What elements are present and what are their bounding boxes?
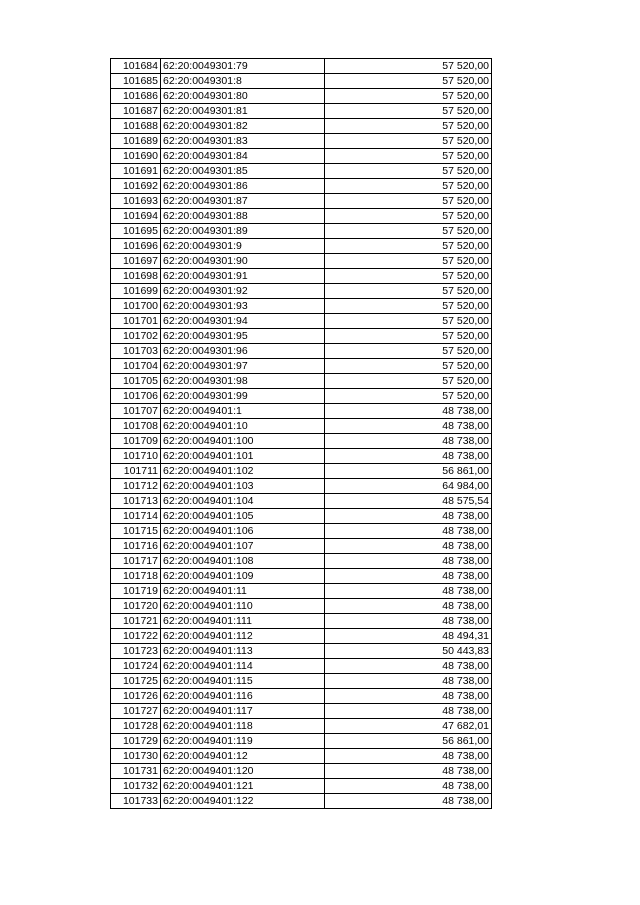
row-number-cell: 101709 xyxy=(111,434,161,449)
row-number-cell: 101719 xyxy=(111,584,161,599)
cadastral-value-cell: 48 738,00 xyxy=(325,524,492,539)
table-row xyxy=(111,344,492,359)
table-row xyxy=(111,374,492,389)
row-number-cell: 101726 xyxy=(111,689,161,704)
row-number-cell: 101714 xyxy=(111,509,161,524)
row-number-cell: 101699 xyxy=(111,284,161,299)
table-row xyxy=(111,659,492,674)
cadastral-number-cell: 62:20:0049301:87 xyxy=(161,194,325,209)
table-row xyxy=(111,134,492,149)
cadastral-number-cell: 62:20:0049401:117 xyxy=(161,704,325,719)
table-row xyxy=(111,164,492,179)
cadastral-value-cell: 48 738,00 xyxy=(325,704,492,719)
row-number-cell: 101698 xyxy=(111,269,161,284)
table-row xyxy=(111,749,492,764)
table-row xyxy=(111,179,492,194)
cadastral-number-cell: 62:20:0049401:102 xyxy=(161,464,325,479)
cadastral-value-cell: 57 520,00 xyxy=(325,59,492,74)
cadastral-number-cell: 62:20:0049401:109 xyxy=(161,569,325,584)
cadastral-value-cell: 48 738,00 xyxy=(325,449,492,464)
cadastral-number-cell: 62:20:0049301:93 xyxy=(161,299,325,314)
table-row xyxy=(111,89,492,104)
table-row xyxy=(111,719,492,734)
cadastral-number-cell: 62:20:0049401:101 xyxy=(161,449,325,464)
table-row xyxy=(111,359,492,374)
table-row xyxy=(111,554,492,569)
cadastral-number-cell: 62:20:0049301:91 xyxy=(161,269,325,284)
row-number-cell: 101694 xyxy=(111,209,161,224)
cadastral-value-cell: 48 738,00 xyxy=(325,764,492,779)
cadastral-value-cell: 57 520,00 xyxy=(325,374,492,389)
row-number-cell: 101720 xyxy=(111,599,161,614)
cadastral-number-cell: 62:20:0049301:79 xyxy=(161,59,325,74)
row-number-cell: 101710 xyxy=(111,449,161,464)
cadastral-number-cell: 62:20:0049401:115 xyxy=(161,674,325,689)
cadastral-number-cell: 62:20:0049401:11 xyxy=(161,584,325,599)
cadastral-number-cell: 62:20:0049301:94 xyxy=(161,314,325,329)
cadastral-value-cell: 57 520,00 xyxy=(325,254,492,269)
cadastral-number-cell: 62:20:0049301:88 xyxy=(161,209,325,224)
table-row xyxy=(111,794,492,809)
row-number-cell: 101727 xyxy=(111,704,161,719)
cadastral-number-cell: 62:20:0049401:107 xyxy=(161,539,325,554)
cadastral-number-cell: 62:20:0049401:1 xyxy=(161,404,325,419)
cadastral-number-cell: 62:20:0049301:90 xyxy=(161,254,325,269)
cadastral-value-cell: 48 738,00 xyxy=(325,599,492,614)
cadastral-number-cell: 62:20:0049401:10 xyxy=(161,419,325,434)
cadastral-value-cell: 47 682,01 xyxy=(325,719,492,734)
row-number-cell: 101695 xyxy=(111,224,161,239)
table-row xyxy=(111,764,492,779)
table-row xyxy=(111,644,492,659)
cadastral-value-cell: 57 520,00 xyxy=(325,134,492,149)
cadastral-number-cell: 62:20:0049401:105 xyxy=(161,509,325,524)
row-number-cell: 101692 xyxy=(111,179,161,194)
cadastral-number-cell: 62:20:0049301:96 xyxy=(161,344,325,359)
cadastral-value-cell: 57 520,00 xyxy=(325,239,492,254)
cadastral-value-cell: 57 520,00 xyxy=(325,149,492,164)
cadastral-value-cell: 48 738,00 xyxy=(325,779,492,794)
table-row xyxy=(111,614,492,629)
row-number-cell: 101704 xyxy=(111,359,161,374)
row-number-cell: 101733 xyxy=(111,794,161,809)
cadastral-value-cell: 48 738,00 xyxy=(325,509,492,524)
cadastral-number-cell: 62:20:0049301:99 xyxy=(161,389,325,404)
cadastral-value-cell: 57 520,00 xyxy=(325,269,492,284)
cadastral-number-cell: 62:20:0049401:121 xyxy=(161,779,325,794)
cadastral-number-cell: 62:20:0049301:80 xyxy=(161,89,325,104)
cadastral-value-cell: 56 861,00 xyxy=(325,464,492,479)
table-row xyxy=(111,119,492,134)
table-body xyxy=(111,59,492,809)
row-number-cell: 101688 xyxy=(111,119,161,134)
cadastral-number-cell: 62:20:0049401:118 xyxy=(161,719,325,734)
cadastral-number-cell: 62:20:0049301:82 xyxy=(161,119,325,134)
cadastral-value-cell: 48 738,00 xyxy=(325,569,492,584)
table-row xyxy=(111,299,492,314)
table-row xyxy=(111,194,492,209)
cadastral-number-cell: 62:20:0049401:120 xyxy=(161,764,325,779)
row-number-cell: 101707 xyxy=(111,404,161,419)
table-row xyxy=(111,524,492,539)
table-row xyxy=(111,404,492,419)
table-row xyxy=(111,209,492,224)
cadastral-value-cell: 48 738,00 xyxy=(325,554,492,569)
table-row xyxy=(111,674,492,689)
row-number-cell: 101705 xyxy=(111,374,161,389)
table-row xyxy=(111,419,492,434)
row-number-cell: 101703 xyxy=(111,344,161,359)
table-row xyxy=(111,284,492,299)
cadastral-number-cell: 62:20:0049401:106 xyxy=(161,524,325,539)
cadastral-number-cell: 62:20:0049301:83 xyxy=(161,134,325,149)
cadastral-number-cell: 62:20:0049401:113 xyxy=(161,644,325,659)
cadastral-number-cell: 62:20:0049401:100 xyxy=(161,434,325,449)
cadastral-value-cell: 48 738,00 xyxy=(325,689,492,704)
table-row xyxy=(111,314,492,329)
row-number-cell: 101701 xyxy=(111,314,161,329)
cadastral-value-cell: 50 443,83 xyxy=(325,644,492,659)
cadastral-value-cell: 48 738,00 xyxy=(325,404,492,419)
cadastral-number-cell: 62:20:0049301:98 xyxy=(161,374,325,389)
cadastral-value-cell: 57 520,00 xyxy=(325,89,492,104)
row-number-cell: 101691 xyxy=(111,164,161,179)
row-number-cell: 101730 xyxy=(111,749,161,764)
row-number-cell: 101690 xyxy=(111,149,161,164)
cadastral-number-cell: 62:20:0049401:114 xyxy=(161,659,325,674)
cadastral-value-table xyxy=(110,58,492,809)
row-number-cell: 101725 xyxy=(111,674,161,689)
cadastral-value-cell: 48 738,00 xyxy=(325,674,492,689)
cadastral-value-cell: 57 520,00 xyxy=(325,179,492,194)
row-number-cell: 101721 xyxy=(111,614,161,629)
cadastral-value-cell: 57 520,00 xyxy=(325,194,492,209)
row-number-cell: 101689 xyxy=(111,134,161,149)
cadastral-value-cell: 48 494,31 xyxy=(325,629,492,644)
row-number-cell: 101711 xyxy=(111,464,161,479)
cadastral-value-cell: 57 520,00 xyxy=(325,74,492,89)
table-row xyxy=(111,74,492,89)
row-number-cell: 101724 xyxy=(111,659,161,674)
cadastral-value-cell: 48 738,00 xyxy=(325,749,492,764)
cadastral-number-cell: 62:20:0049401:103 xyxy=(161,479,325,494)
table-row xyxy=(111,239,492,254)
cadastral-number-cell: 62:20:0049401:104 xyxy=(161,494,325,509)
table-row xyxy=(111,464,492,479)
table-row xyxy=(111,389,492,404)
row-number-cell: 101718 xyxy=(111,569,161,584)
cadastral-value-cell: 48 738,00 xyxy=(325,434,492,449)
cadastral-value-cell: 57 520,00 xyxy=(325,359,492,374)
cadastral-value-cell: 48 738,00 xyxy=(325,659,492,674)
cadastral-value-cell: 57 520,00 xyxy=(325,284,492,299)
cadastral-number-cell: 62:20:0049401:110 xyxy=(161,599,325,614)
cadastral-number-cell: 62:20:0049301:86 xyxy=(161,179,325,194)
row-number-cell: 101684 xyxy=(111,59,161,74)
table-row xyxy=(111,434,492,449)
cadastral-value-cell: 57 520,00 xyxy=(325,389,492,404)
table-row xyxy=(111,689,492,704)
table-row xyxy=(111,629,492,644)
cadastral-value-cell: 64 984,00 xyxy=(325,479,492,494)
table-row xyxy=(111,479,492,494)
cadastral-number-cell: 62:20:0049301:81 xyxy=(161,104,325,119)
cadastral-value-cell: 57 520,00 xyxy=(325,344,492,359)
cadastral-value-cell: 48 738,00 xyxy=(325,419,492,434)
table-row xyxy=(111,509,492,524)
table-row xyxy=(111,449,492,464)
cadastral-value-cell: 57 520,00 xyxy=(325,329,492,344)
cadastral-number-cell: 62:20:0049401:119 xyxy=(161,734,325,749)
row-number-cell: 101712 xyxy=(111,479,161,494)
cadastral-number-cell: 62:20:0049401:112 xyxy=(161,629,325,644)
cadastral-number-cell: 62:20:0049401:122 xyxy=(161,794,325,809)
row-number-cell: 101700 xyxy=(111,299,161,314)
table-row xyxy=(111,149,492,164)
cadastral-value-cell: 57 520,00 xyxy=(325,104,492,119)
row-number-cell: 101731 xyxy=(111,764,161,779)
cadastral-value-cell: 57 520,00 xyxy=(325,209,492,224)
table-row xyxy=(111,599,492,614)
row-number-cell: 101708 xyxy=(111,419,161,434)
cadastral-value-cell: 48 738,00 xyxy=(325,794,492,809)
table-row xyxy=(111,734,492,749)
table-row xyxy=(111,224,492,239)
cadastral-number-cell: 62:20:0049401:116 xyxy=(161,689,325,704)
row-number-cell: 101723 xyxy=(111,644,161,659)
cadastral-value-cell: 48 738,00 xyxy=(325,614,492,629)
row-number-cell: 101717 xyxy=(111,554,161,569)
row-number-cell: 101702 xyxy=(111,329,161,344)
row-number-cell: 101686 xyxy=(111,89,161,104)
table-row xyxy=(111,494,492,509)
row-number-cell: 101715 xyxy=(111,524,161,539)
row-number-cell: 101713 xyxy=(111,494,161,509)
table-row xyxy=(111,779,492,794)
cadastral-value-cell: 57 520,00 xyxy=(325,119,492,134)
table-row xyxy=(111,269,492,284)
row-number-cell: 101728 xyxy=(111,719,161,734)
cadastral-number-cell: 62:20:0049301:8 xyxy=(161,74,325,89)
row-number-cell: 101697 xyxy=(111,254,161,269)
table-row xyxy=(111,539,492,554)
cadastral-value-cell: 57 520,00 xyxy=(325,299,492,314)
row-number-cell: 101693 xyxy=(111,194,161,209)
cadastral-value-cell: 57 520,00 xyxy=(325,164,492,179)
cadastral-number-cell: 62:20:0049301:95 xyxy=(161,329,325,344)
table-row xyxy=(111,704,492,719)
cadastral-number-cell: 62:20:0049301:92 xyxy=(161,284,325,299)
cadastral-number-cell: 62:20:0049401:12 xyxy=(161,749,325,764)
table-row xyxy=(111,569,492,584)
row-number-cell: 101696 xyxy=(111,239,161,254)
row-number-cell: 101722 xyxy=(111,629,161,644)
row-number-cell: 101716 xyxy=(111,539,161,554)
table-row xyxy=(111,104,492,119)
cadastral-value-cell: 56 861,00 xyxy=(325,734,492,749)
cadastral-number-cell: 62:20:0049301:89 xyxy=(161,224,325,239)
table-row xyxy=(111,59,492,74)
row-number-cell: 101687 xyxy=(111,104,161,119)
table-row xyxy=(111,584,492,599)
cadastral-number-cell: 62:20:0049401:108 xyxy=(161,554,325,569)
cadastral-value-cell: 57 520,00 xyxy=(325,224,492,239)
cadastral-number-cell: 62:20:0049301:84 xyxy=(161,149,325,164)
row-number-cell: 101706 xyxy=(111,389,161,404)
table-row xyxy=(111,254,492,269)
cadastral-value-cell: 48 575,54 xyxy=(325,494,492,509)
cadastral-value-cell: 57 520,00 xyxy=(325,314,492,329)
cadastral-value-cell: 48 738,00 xyxy=(325,584,492,599)
table-row xyxy=(111,329,492,344)
cadastral-number-cell: 62:20:0049301:9 xyxy=(161,239,325,254)
row-number-cell: 101732 xyxy=(111,779,161,794)
cadastral-number-cell: 62:20:0049301:97 xyxy=(161,359,325,374)
cadastral-number-cell: 62:20:0049301:85 xyxy=(161,164,325,179)
row-number-cell: 101729 xyxy=(111,734,161,749)
cadastral-number-cell: 62:20:0049401:111 xyxy=(161,614,325,629)
row-number-cell: 101685 xyxy=(111,74,161,89)
cadastral-value-cell: 48 738,00 xyxy=(325,539,492,554)
